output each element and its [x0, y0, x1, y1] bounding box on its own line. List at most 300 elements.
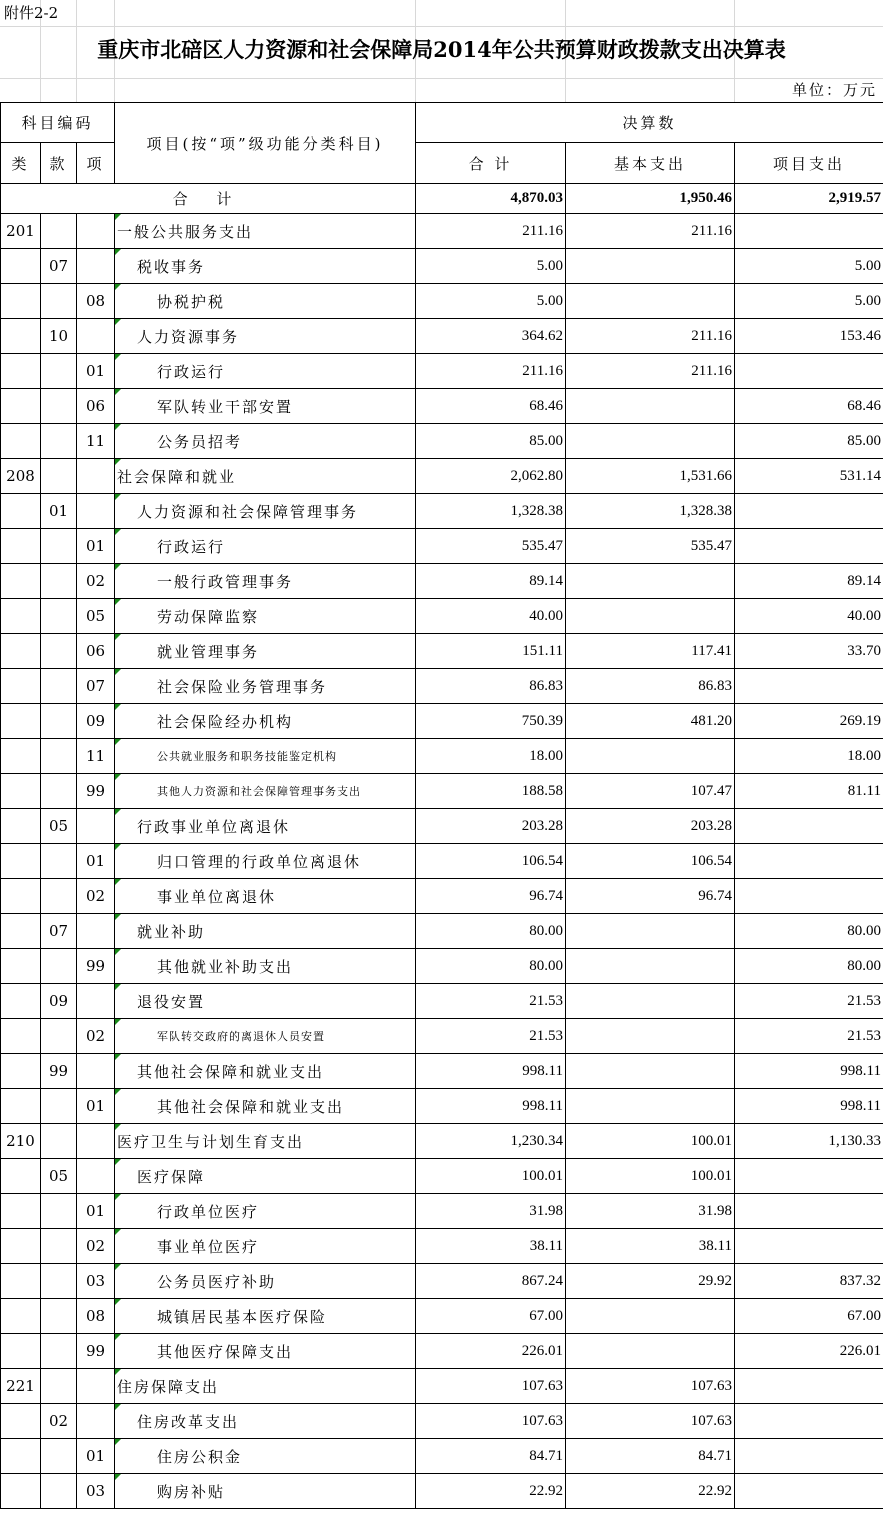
- basic-cell: 211.16: [566, 214, 735, 249]
- item-code-cell: 07: [77, 669, 115, 704]
- project-name-text: 其他人力资源和社会保障管理事务支出: [157, 785, 361, 798]
- basic-cell: 117.41: [566, 634, 735, 669]
- project-name-cell: [115, 669, 416, 704]
- table-row: [1, 879, 883, 914]
- project-name-cell: [115, 529, 416, 564]
- project-name-text: 事业单位医疗: [157, 1237, 260, 1256]
- item-code-cell: 03: [77, 1474, 115, 1509]
- program-cell: 5.00: [735, 249, 883, 284]
- basic-cell: 86.83: [566, 669, 735, 704]
- table-row: [1, 284, 883, 319]
- cell-comment-marker-icon: [115, 1194, 121, 1200]
- project-name-text: 购房补贴: [157, 1482, 226, 1501]
- category-code-cell: [1, 599, 41, 634]
- cell-comment-marker-icon: [115, 739, 121, 745]
- section-code-cell: [41, 1369, 77, 1404]
- table-row: [1, 1159, 883, 1194]
- total-cell: 85.00: [416, 424, 566, 459]
- total-cell: 106.54: [416, 844, 566, 879]
- category-code-cell: [1, 809, 41, 844]
- cell-comment-marker-icon: [115, 984, 121, 990]
- program-cell: 40.00: [735, 599, 883, 634]
- program-cell: [735, 1229, 883, 1264]
- category-code-cell: [1, 1194, 41, 1229]
- basic-cell: [566, 1019, 735, 1054]
- item-code-cell: 01: [77, 844, 115, 879]
- category-code-cell: [1, 1404, 41, 1439]
- project-name-text: 人力资源和社会保障管理事务: [137, 502, 359, 521]
- program-cell: 80.00: [735, 914, 883, 949]
- total-cell: 750.39: [416, 704, 566, 739]
- program-cell: 67.00: [735, 1299, 883, 1334]
- table-row: [1, 984, 883, 1019]
- program-cell: 85.00: [735, 424, 883, 459]
- program-cell: 531.14: [735, 459, 883, 494]
- total-cell: 80.00: [416, 914, 566, 949]
- total-cell: 151.11: [416, 634, 566, 669]
- item-code-cell: [77, 984, 115, 1019]
- table-row: [1, 1369, 883, 1404]
- basic-cell: 38.11: [566, 1229, 735, 1264]
- program-cell: [735, 844, 883, 879]
- cell-comment-marker-icon: [115, 774, 121, 780]
- basic-header: 基本支出: [566, 143, 735, 184]
- total-cell: 68.46: [416, 389, 566, 424]
- table-row: [1, 1229, 883, 1264]
- basic-cell: 1,328.38: [566, 494, 735, 529]
- item-code-cell: 01: [77, 1439, 115, 1474]
- section-code-cell: 01: [41, 494, 77, 529]
- project-name-cell: [115, 1474, 416, 1509]
- category-code-cell: [1, 879, 41, 914]
- basic-cell: 107.63: [566, 1369, 735, 1404]
- total-cell: 364.62: [416, 319, 566, 354]
- project-name-cell: [115, 319, 416, 354]
- project-name-cell: [115, 634, 416, 669]
- basic-cell: 29.92: [566, 1264, 735, 1299]
- project-name-cell: [115, 1404, 416, 1439]
- project-name-text: 行政运行: [157, 362, 226, 381]
- section-code-cell: [41, 1299, 77, 1334]
- basic-cell: [566, 949, 735, 984]
- project-name-cell: [115, 494, 416, 529]
- program-cell: 269.19: [735, 704, 883, 739]
- item-code-cell: [77, 1159, 115, 1194]
- basic-cell: 107.63: [566, 1404, 735, 1439]
- table-row: [1, 739, 883, 774]
- cell-comment-marker-icon: [115, 1439, 121, 1445]
- total-cell: 107.63: [416, 1404, 566, 1439]
- table-row: [1, 669, 883, 704]
- project-name-cell: [115, 1334, 416, 1369]
- program-cell: [735, 1439, 883, 1474]
- table-row: [1, 1264, 883, 1299]
- project-name-cell: [115, 949, 416, 984]
- project-name-text: 事业单位离退休: [157, 887, 277, 906]
- table-row: [1, 1194, 883, 1229]
- table-row: [1, 809, 883, 844]
- category-code-cell: [1, 1054, 41, 1089]
- program-cell: 80.00: [735, 949, 883, 984]
- project-name-cell: [115, 1054, 416, 1089]
- basic-cell: [566, 249, 735, 284]
- cell-comment-marker-icon: [115, 949, 121, 955]
- basic-cell: 96.74: [566, 879, 735, 914]
- category-code-cell: [1, 634, 41, 669]
- project-name-cell: [115, 354, 416, 389]
- basic-cell: 107.47: [566, 774, 735, 809]
- cell-comment-marker-icon: [115, 1474, 121, 1480]
- item-code-cell: [77, 914, 115, 949]
- category-code-cell: [1, 949, 41, 984]
- project-name-cell: [115, 214, 416, 249]
- basic-cell: 535.47: [566, 529, 735, 564]
- project-name-cell: [115, 704, 416, 739]
- project-name-text: 公务员招考: [157, 432, 243, 451]
- section-code-cell: [41, 1439, 77, 1474]
- project-name-text: 归口管理的行政单位离退休: [157, 852, 362, 871]
- total-row: [1, 184, 883, 214]
- item-code-cell: 01: [77, 354, 115, 389]
- table-row: [1, 1474, 883, 1509]
- cell-comment-marker-icon: [115, 424, 121, 430]
- cell-comment-marker-icon: [115, 669, 121, 675]
- basic-cell: 1,531.66: [566, 459, 735, 494]
- basic-cell: 481.20: [566, 704, 735, 739]
- table-row: [1, 1334, 883, 1369]
- category-code-cell: [1, 1089, 41, 1124]
- cell-comment-marker-icon: [115, 1369, 121, 1375]
- item-code-cell: 03: [77, 1264, 115, 1299]
- project-name-cell: [115, 984, 416, 1019]
- cell-comment-marker-icon: [115, 389, 121, 395]
- item-code-cell: [77, 249, 115, 284]
- table-row: [1, 1054, 883, 1089]
- category-code-cell: [1, 529, 41, 564]
- item-code-cell: 11: [77, 739, 115, 774]
- section-code-cell: [41, 774, 77, 809]
- section-code-cell: 07: [41, 249, 77, 284]
- table-row: [1, 704, 883, 739]
- total-cell: 31.98: [416, 1194, 566, 1229]
- basic-cell: [566, 599, 735, 634]
- project-name-cell: [115, 1299, 416, 1334]
- project-name-cell: [115, 389, 416, 424]
- section-code-cell: [41, 389, 77, 424]
- item-code-cell: [77, 809, 115, 844]
- table-row: [1, 319, 883, 354]
- table-row: [1, 914, 883, 949]
- basic-cell: [566, 1089, 735, 1124]
- project-name-text: 社会保险业务管理事务: [157, 677, 328, 696]
- program-cell: [735, 529, 883, 564]
- basic-cell: [566, 284, 735, 319]
- section-code-cell: 07: [41, 914, 77, 949]
- cell-comment-marker-icon: [115, 459, 121, 465]
- program-cell: [735, 1474, 883, 1509]
- project-name-cell: [115, 564, 416, 599]
- project-name-text: 医疗卫生与计划生育支出: [117, 1132, 305, 1151]
- project-name-cell: [115, 1369, 416, 1404]
- category-code-cell: [1, 1334, 41, 1369]
- table-row: [1, 389, 883, 424]
- category-code-cell: [1, 739, 41, 774]
- cell-comment-marker-icon: [115, 634, 121, 640]
- section-code-cell: [41, 1089, 77, 1124]
- basic-cell: 100.01: [566, 1124, 735, 1159]
- program-cell: [735, 1369, 883, 1404]
- cell-comment-marker-icon: [115, 564, 121, 570]
- item-code-cell: 01: [77, 1089, 115, 1124]
- basic-cell: 31.98: [566, 1194, 735, 1229]
- total-cell: 535.47: [416, 529, 566, 564]
- category-code-cell: [1, 1299, 41, 1334]
- category-code-cell: [1, 844, 41, 879]
- cell-comment-marker-icon: [115, 1229, 121, 1235]
- total-cell: 1,230.34: [416, 1124, 566, 1159]
- item-code-cell: [77, 1404, 115, 1439]
- section-code-cell: [41, 354, 77, 389]
- section-code-cell: [41, 529, 77, 564]
- table-row: [1, 494, 883, 529]
- project-name-text: 人力资源事务: [137, 327, 240, 346]
- section-code-cell: [41, 739, 77, 774]
- section-code-cell: [41, 949, 77, 984]
- cell-comment-marker-icon: [115, 1089, 121, 1095]
- program-header: 项目支出: [735, 143, 883, 184]
- total-cell: 38.11: [416, 1229, 566, 1264]
- section-code-cell: 02: [41, 1404, 77, 1439]
- item-code-cell: [77, 1054, 115, 1089]
- total-cell: 21.53: [416, 984, 566, 1019]
- project-name-text: 其他社会保障和就业支出: [137, 1062, 325, 1081]
- table-row: [1, 844, 883, 879]
- section-code-cell: [41, 1019, 77, 1054]
- total-cell: 211.16: [416, 354, 566, 389]
- project-name-text: 行政运行: [157, 537, 226, 556]
- item-code-cell: 02: [77, 564, 115, 599]
- total-row-basic: 1,950.46: [566, 184, 735, 214]
- category-code-cell: [1, 914, 41, 949]
- total-cell: 226.01: [416, 1334, 566, 1369]
- table-row: [1, 529, 883, 564]
- total-cell: 67.00: [416, 1299, 566, 1334]
- cell-comment-marker-icon: [115, 284, 121, 290]
- project-name-text: 就业补助: [137, 922, 206, 941]
- project-name-cell: [115, 1159, 416, 1194]
- cell-comment-marker-icon: [115, 844, 121, 850]
- total-cell: 100.01: [416, 1159, 566, 1194]
- basic-cell: 84.71: [566, 1439, 735, 1474]
- cell-comment-marker-icon: [115, 1404, 121, 1410]
- total-cell: 80.00: [416, 949, 566, 984]
- project-name-text: 其他社会保障和就业支出: [157, 1097, 345, 1116]
- table-row: [1, 599, 883, 634]
- total-cell: 188.58: [416, 774, 566, 809]
- section-code-cell: [41, 564, 77, 599]
- table-row: [1, 634, 883, 669]
- category-code-cell: 208: [1, 459, 41, 494]
- project-name-text: 住房保障支出: [117, 1377, 220, 1396]
- cell-comment-marker-icon: [115, 1054, 121, 1060]
- project-name-text: 行政事业单位离退休: [137, 817, 291, 836]
- table-row: [1, 1439, 883, 1474]
- category-code-cell: [1, 1264, 41, 1299]
- project-name-text: 税收事务: [137, 257, 206, 276]
- category-code-cell: [1, 774, 41, 809]
- table-row: [1, 1124, 883, 1159]
- project-name-text: 军队转业干部安置: [157, 397, 294, 416]
- section-code-cell: 10: [41, 319, 77, 354]
- section-code-cell: [41, 634, 77, 669]
- project-name-cell: [115, 739, 416, 774]
- header-row-1: [1, 103, 883, 143]
- basic-cell: [566, 1334, 735, 1369]
- total-cell: 867.24: [416, 1264, 566, 1299]
- total-cell: 40.00: [416, 599, 566, 634]
- total-cell: 2,062.80: [416, 459, 566, 494]
- project-name-cell: [115, 844, 416, 879]
- item-code-cell: [77, 1369, 115, 1404]
- category-code-cell: [1, 249, 41, 284]
- cell-comment-marker-icon: [115, 704, 121, 710]
- total-cell: 1,328.38: [416, 494, 566, 529]
- basic-cell: 203.28: [566, 809, 735, 844]
- project-name-text: 就业管理事务: [157, 642, 260, 661]
- item-code-cell: 09: [77, 704, 115, 739]
- program-cell: [735, 669, 883, 704]
- program-cell: 153.46: [735, 319, 883, 354]
- project-name-cell: [115, 809, 416, 844]
- total-cell: 998.11: [416, 1054, 566, 1089]
- total-cell: 22.92: [416, 1474, 566, 1509]
- category-code-cell: 221: [1, 1369, 41, 1404]
- section-code-cell: 05: [41, 809, 77, 844]
- basic-cell: [566, 424, 735, 459]
- table-row: [1, 214, 883, 249]
- code-group-header: 科目编码: [1, 103, 115, 143]
- basic-cell: 211.16: [566, 319, 735, 354]
- basic-cell: 106.54: [566, 844, 735, 879]
- section-code-cell: [41, 1229, 77, 1264]
- item-code-cell: 02: [77, 1229, 115, 1264]
- section-code-cell: [41, 459, 77, 494]
- category-code-cell: 210: [1, 1124, 41, 1159]
- project-name-cell: [115, 1229, 416, 1264]
- total-cell: 211.16: [416, 214, 566, 249]
- category-header: 类: [1, 143, 41, 184]
- section-code-cell: [41, 1264, 77, 1299]
- total-row-label: 合 计: [1, 184, 416, 214]
- program-cell: [735, 1194, 883, 1229]
- project-name-cell: [115, 459, 416, 494]
- total-cell: 107.63: [416, 1369, 566, 1404]
- section-code-cell: [41, 214, 77, 249]
- total-cell: 5.00: [416, 284, 566, 319]
- cell-comment-marker-icon: [115, 1019, 121, 1025]
- program-cell: 998.11: [735, 1054, 883, 1089]
- project-name-cell: [115, 1019, 416, 1054]
- project-header: 项目(按“项”级功能分类科目): [115, 103, 416, 184]
- total-cell: 96.74: [416, 879, 566, 914]
- table-row: [1, 1299, 883, 1334]
- section-code-cell: [41, 1474, 77, 1509]
- basic-cell: [566, 914, 735, 949]
- category-code-cell: [1, 984, 41, 1019]
- item-code-cell: 08: [77, 1299, 115, 1334]
- program-cell: 18.00: [735, 739, 883, 774]
- table-row: [1, 354, 883, 389]
- cell-comment-marker-icon: [115, 1299, 121, 1305]
- category-code-cell: [1, 669, 41, 704]
- section-code-cell: [41, 669, 77, 704]
- total-row-program: 2,919.57: [735, 184, 883, 214]
- program-cell: 68.46: [735, 389, 883, 424]
- project-name-cell: [115, 1264, 416, 1299]
- final-group-header: 决算数: [416, 103, 883, 143]
- program-cell: 81.11: [735, 774, 883, 809]
- project-name-cell: [115, 1439, 416, 1474]
- table-row: [1, 459, 883, 494]
- item-code-cell: [77, 319, 115, 354]
- page-title: 重庆市北碚区人力资源和社会保障局2014年公共预算财政拨款支出决算表: [97, 37, 786, 62]
- unit-label: 单位：万元: [791, 81, 877, 99]
- category-code-cell: [1, 284, 41, 319]
- total-cell: 5.00: [416, 249, 566, 284]
- program-cell: 21.53: [735, 984, 883, 1019]
- basic-cell: 211.16: [566, 354, 735, 389]
- basic-cell: [566, 564, 735, 599]
- table-row: [1, 774, 883, 809]
- cell-comment-marker-icon: [115, 879, 121, 885]
- total-cell: 86.83: [416, 669, 566, 704]
- program-cell: 226.01: [735, 1334, 883, 1369]
- item-code-cell: 01: [77, 1194, 115, 1229]
- cell-comment-marker-icon: [115, 1334, 121, 1340]
- total-cell: 998.11: [416, 1089, 566, 1124]
- table-row: [1, 424, 883, 459]
- project-name-text: 一般公共服务支出: [117, 222, 254, 241]
- section-code-cell: 09: [41, 984, 77, 1019]
- item-code-cell: 06: [77, 389, 115, 424]
- item-code-cell: [77, 494, 115, 529]
- table-row: [1, 249, 883, 284]
- project-name-text: 社会保障和就业: [117, 467, 237, 486]
- cell-comment-marker-icon: [115, 809, 121, 815]
- basic-cell: [566, 1054, 735, 1089]
- table-row: [1, 1404, 883, 1439]
- project-name-text: 军队转交政府的离退休人员安置: [157, 1030, 325, 1043]
- item-code-cell: 99: [77, 774, 115, 809]
- program-cell: [735, 809, 883, 844]
- item-code-cell: 05: [77, 599, 115, 634]
- program-cell: 837.32: [735, 1264, 883, 1299]
- section-code-cell: [41, 879, 77, 914]
- project-name-text: 其他就业补助支出: [157, 957, 294, 976]
- total-cell: 89.14: [416, 564, 566, 599]
- category-code-cell: [1, 354, 41, 389]
- basic-cell: [566, 389, 735, 424]
- section-code-cell: [41, 1194, 77, 1229]
- total-cell: 203.28: [416, 809, 566, 844]
- project-name-cell: [115, 1124, 416, 1159]
- basic-cell: 22.92: [566, 1474, 735, 1509]
- project-name-text: 公务员医疗补助: [157, 1272, 277, 1291]
- cell-comment-marker-icon: [115, 249, 121, 255]
- table-row: [1, 1019, 883, 1054]
- category-code-cell: [1, 494, 41, 529]
- program-cell: [735, 354, 883, 389]
